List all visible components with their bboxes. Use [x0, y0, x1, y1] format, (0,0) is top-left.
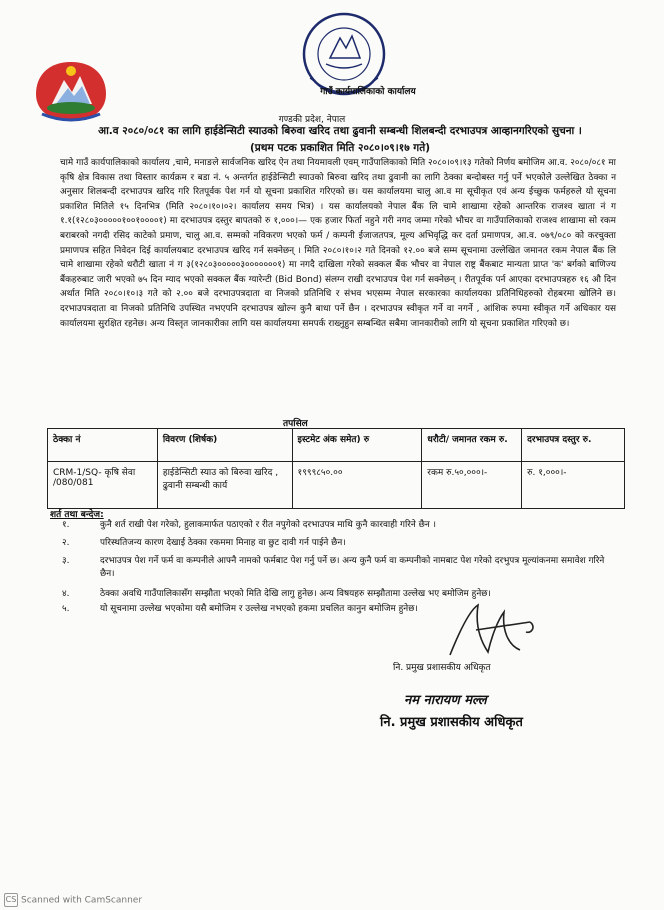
first-published-date: (प्रथम पटक प्रकाशित मिति २०८०।०९।१७ गते) — [250, 142, 430, 154]
term-number: ५. — [62, 604, 70, 614]
signature-label: नि. प्रमुख प्रशासकीय अधिकृत — [393, 663, 491, 673]
term-number: २. — [62, 538, 70, 548]
term-text: दरभाउपत्र पेश गर्ने फर्म वा कम्पनीले आफ्नै नामको फर्मबाट पेश गर्नु पर्ने छ। अन्य कुनै फर्म वा कम्पनीको नामबाट पेश गरेको दरभुपत्र मूल्यांकनमा समावेश गरिने छैन। — [100, 556, 605, 579]
term-text: कुनै शर्त राखी पेश गरेको, हुलाकमार्फत पठाएको र रीत नपुगेको दरभाउपत्र माथि कुनै कारवाही गरिने छैन । — [100, 520, 437, 530]
term-number: ४. — [62, 589, 70, 599]
notice-body-paragraph: चामे गाउँ कार्यपालिकाको कार्यालय ,चामे, मनाङले सार्वजनिक खरिद ऐन तथा नियमावली एवम् गाउँपालिकाको मिति २०८०।०९।१३ गतेको निर्णय बमोजिम आ.व. २०८०/०८१ मा कृषि क्षेत्र विकास तथा विस्तार कार्यक्रम र बडा नं. ५ अन्तर्गत हाईडेन्सिटी स्याउको बिरुवा खरिद तथा ढुवानी का लागि ठेक्का बन्दोबस्त गर्नु पर्ने भएकोले उल्लेखित ठेक्का न अनुसार शिलबन्दी दरभाउपत्र खरिद गरि रितपूर्वक पेश गर्न यो सूचना प्रकाशित गरिएको छ। यस कार्यालयमा चालु आ.व मा सूचीकृत एवं अन्य ईच्छुक फर्महरुले यो सूचना प्रकाशित मितिले १५ दिनभित्र (मिति २०८०।१०।०२। कार्यालय समय भित्र) । यस कार्यालयको नेपाल बैंक लि चामे शाखामा रहेको आन्तरिक राजश्व खाता नं ग १.१(१२८०३०००००१००१००००१) मा दरभाउपत्र दस्तुर बापतको रु १,०००।— एक हजार फिर्ता नहुने गरी नगद जम्मा गरेको भौचर वा गाउँपालिकाको राजश्व शाखामा सो रकम बराबरको नगदी रसिद काटेको प्रमाण, चालु आ.व. सम्मको नविकरण भएको फर्म / कम्पनी ईजाजतपत्र, मूल्य अभिवृद्धि कर दर्ता प्रमाणपत्र, आ.व. ०७९/०८० को करचुक्ता प्रमाणपत्र सहित निवेदन दिई कार्यालयबाट दरभाउपत्र खरिद गर्न सक्नेछन् । मिति २०८०।१०।२ गते दिनको १२.०० बजे सम्म सूचनामा उल्लेखित जमानत रकम नेपाल बैंक लि चामे शाखामा रहेको धरौटी खाता नं ग ३(१२८०३०००००३०००००००१) मा नगदै दाखिला गरेको सक्कल बैंक भौचर वा नेपाल राष्ट्र बैंकबाट मान्यता प्राप्त 'क' बर्गको बाणिज्य बैंकहरुबाट जारी भएको ७५ दिन म्याद भएको सक्कल बैंक ग्यारेन्टी (Bid Bond) संलग्न राखी दरभाउपत्र पेश गर्न सक्नेछन् । रीतपूर्वक पर्न आएका दरभाउपत्रहरु १६ औ दिन अर्थात मिति २०८०।१०।३ गते को २.०० बजे दरभाउपत्रदाता वा निजको प्रतिनिधि र संभव भएसम्म नेपाल सरकारका कार्यालयका प्रतिनिधिहरुको रोहबरमा खोलिने छ। दरभाउपत्रदाता वा निजको प्रतिनिधि उपस्थित नभएपनि दरभाउपत्र खोल्न कुनै बाधा पर्ने छैन । दरभाउपत्र स्वीकृत गर्ने वा नगर्ने , आंशिक रुपमा स्वीकृत गर्ने अधिकार यस कार्यालयमा सुरक्षित रहनेछ। अन्य विस्तृत जानकारीका लागि यस कार्यालयमा समपर्क राख्नुहुन सम्बन्धित सबैमा जानकारीको लागि यो सूचना प्रकाशित गरिएको छ। — [60, 158, 616, 329]
tender-table — [47, 428, 625, 509]
cell-fee: रु. १,०००।- — [522, 462, 625, 509]
table-row — [48, 462, 625, 509]
col-header-deposit: धरौटी/ जमानत रकम रु. — [422, 429, 522, 462]
camscanner-icon: CS — [4, 893, 18, 907]
col-header-fee: दरभाउपत्र दस्तुर रु. — [522, 429, 625, 462]
details-label: तपसिल — [283, 419, 308, 429]
scanner-watermark — [4, 893, 142, 907]
term-text: परिस्थतिजन्य कारण देखाई ठेक्का रकममा मिनाह वा छुट दावी गर्न पाईने छैन। — [100, 538, 346, 548]
notice-title: आ.व २०८०/०८१ का लागि हाईडेन्सिटी स्याउको बिरुवा खरिद तथा ढुवानी सम्बन्धी शिलबन्दी दरभाउपत्र आव्हानगरिएको सुचना । — [98, 125, 582, 137]
col-header-contract-no: ठेक्का नं — [48, 429, 158, 462]
officer-name: नम नारायण मल्ल — [404, 693, 487, 708]
officer-title: नि. प्रमुख प्रशासकीय अधिकृत — [380, 715, 523, 730]
term-text: यो सूचनामा उल्लेख भएकोमा यसै बमोजिम र उल्लेख नभएको हकमा प्रचलित कानुन बमोजिम हुनेछ। — [100, 604, 418, 614]
office-name: गाउँ कार्यपालिकाको कार्यालय — [320, 87, 416, 97]
notice-body — [60, 156, 616, 331]
footer-text: Scanned with CamScanner — [21, 895, 143, 906]
term-number: १. — [62, 520, 70, 530]
term-number: ३. — [62, 556, 70, 566]
handwritten-signature — [380, 600, 560, 660]
terms-title: शर्त तथा बन्देज: — [50, 510, 104, 520]
cell-description: हाईडेन्सिटी स्याउ को बिरुवा खरिद , ढुवानी सम्बन्धी कार्य — [157, 462, 292, 509]
col-header-estimate: इस्टमेट अंक समेत) रु — [292, 429, 422, 462]
province-line: गण्डकी प्रदेश, नेपाल — [278, 115, 346, 125]
table-header-row — [48, 429, 625, 462]
cell-deposit: रकम रु.५०,०००।- — [422, 462, 522, 509]
cell-contract-no: CRM-1/SQ- कृषि सेवा /080/081 — [48, 462, 158, 509]
term-text: ठेक्का अवधि गाउँपालिकासँग सम्झौता भएको मिति देखि लागु हुनेछ। अन्य विषयहरु सम्झौतामा उल्लेख भए बमोजिम हुनेछ। — [100, 589, 491, 599]
cell-estimate: १९९९८५०.०० — [292, 462, 422, 509]
col-header-description: विवरण (शिर्षक) — [157, 429, 292, 462]
